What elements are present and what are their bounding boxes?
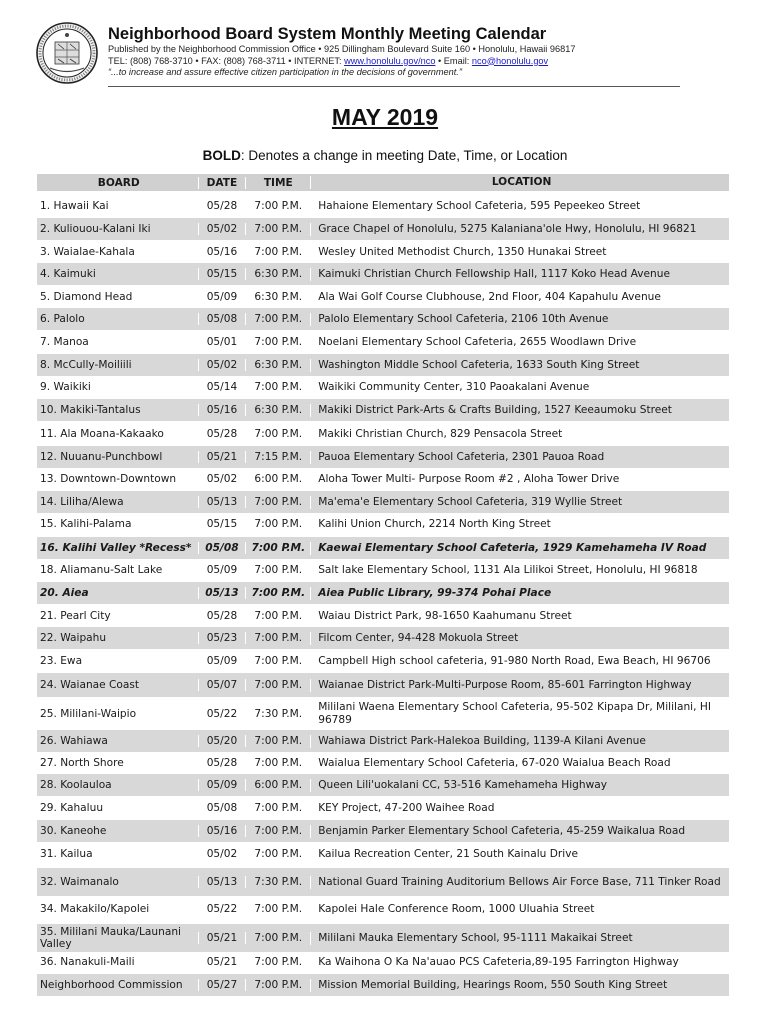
cell-time: 7:15 P.M. <box>245 451 310 463</box>
cell-board: 11. Ala Moana-Kakaako <box>40 428 164 440</box>
table-row <box>37 650 729 672</box>
table-row <box>37 627 729 649</box>
cell-time: 7:00 P.M. <box>245 757 310 769</box>
table-row <box>37 446 729 468</box>
cell-date: 05/22 <box>198 708 246 720</box>
cell-time: 7:00 P.M. <box>245 610 310 622</box>
cell-date: 05/02 <box>198 223 246 235</box>
cell-time: 7:00 P.M. <box>245 679 310 691</box>
cell-date: 05/08 <box>198 542 246 554</box>
contact-prefix: TEL: (808) 768-3710 • FAX: (808) 768-3711 • INTERNET: <box>108 55 345 66</box>
city-seal-logo <box>36 22 98 84</box>
cell-board: 8. McCully-Moiliili <box>40 359 132 371</box>
cell-date: 05/15 <box>198 268 246 280</box>
cell-time: 7:30 P.M. <box>245 876 310 888</box>
table-row <box>37 868 729 896</box>
table-row <box>37 468 729 490</box>
cell-board: 21. Pearl City <box>40 610 111 622</box>
cell-time: 7:30 P.M. <box>245 708 310 720</box>
cell-board: 9. Waikiki <box>40 381 91 393</box>
table-row <box>37 491 729 513</box>
cell-date: 05/13 <box>198 496 246 508</box>
header-time: TIME <box>245 177 310 189</box>
cell-time: 6:30 P.M. <box>245 359 310 371</box>
cell-board: 3. Waialae-Kahala <box>40 246 135 258</box>
table-row <box>37 843 729 865</box>
cell-date: 05/28 <box>198 200 246 212</box>
cell-date: 05/02 <box>198 848 246 860</box>
cell-location: Ala Wai Golf Course Clubhouse, 2nd Floor, 404 Kapahulu Avenue <box>310 291 729 304</box>
cell-time: 6:30 P.M. <box>245 268 310 280</box>
cell-date: 05/13 <box>198 587 246 599</box>
table-row <box>37 286 729 308</box>
cell-location: Noelani Elementary School Cafeteria, 2655 Woodlawn Drive <box>310 336 729 349</box>
cell-date: 05/14 <box>198 381 246 393</box>
cell-board: 24. Waianae Coast <box>40 679 140 691</box>
cell-location: Washington Middle School Cafeteria, 1633 South King Street <box>310 359 729 372</box>
cell-board: 6. Palolo <box>40 313 85 325</box>
cell-time: 7:00 P.M. <box>245 428 310 440</box>
cell-location: Ka Waihona O Ka Na'auao PCS Cafeteria,89-195 Farrington Highway <box>310 956 729 969</box>
table-row <box>37 673 729 697</box>
cell-time: 7:00 P.M. <box>245 200 310 212</box>
cell-board: 31. Kailua <box>40 848 93 860</box>
cell-time: 7:00 P.M. <box>245 336 310 348</box>
cell-board: 1. Hawaii Kai <box>40 200 109 212</box>
table-row <box>37 898 729 920</box>
publisher-line: Published by the Neighborhood Commission Office • 925 Dillingham Boulevard Suite 160 • Honolulu, Hawaii 96817 <box>108 44 576 54</box>
table-header-row <box>37 174 729 191</box>
cell-date: 05/08 <box>198 313 246 325</box>
cell-time: 7:00 P.M. <box>245 564 310 576</box>
header-date: DATE <box>198 177 246 189</box>
cell-date: 05/15 <box>198 518 246 530</box>
cell-date: 05/16 <box>198 825 246 837</box>
legend-text: : Denotes a change in meeting Date, Time, or Location <box>240 148 568 163</box>
cell-board: 20. Aiea <box>40 587 89 599</box>
table-row <box>37 537 729 559</box>
cell-board: Neighborhood Commission <box>40 979 183 991</box>
month-heading: MAY 2019 <box>331 104 439 130</box>
cell-date: 05/21 <box>198 956 246 968</box>
cell-date: 05/09 <box>198 564 246 576</box>
cell-board: 25. Mililani-Waipio <box>40 708 137 720</box>
cell-location: Kapolei Hale Conference Room, 1000 Uluahia Street <box>310 903 729 916</box>
cell-board: 26. Wahiawa <box>40 735 108 747</box>
table-row <box>37 354 729 376</box>
cell-location: Kalihi Union Church, 2214 North King Street <box>310 518 729 531</box>
cell-date: 05/22 <box>198 903 246 915</box>
table-row <box>37 974 729 996</box>
cell-board: 5. Diamond Head <box>40 291 133 303</box>
cell-date: 05/28 <box>198 757 246 769</box>
cell-date: 05/27 <box>198 979 246 991</box>
cell-location: Aiea Public Library, 99-374 Pohai Place <box>310 587 729 600</box>
cell-time: 6:30 P.M. <box>245 291 310 303</box>
cell-date: 05/20 <box>198 735 246 747</box>
cell-time: 7:00 P.M. <box>245 542 310 554</box>
table-row <box>37 195 729 217</box>
cell-board: 34. Makakilo/Kapolei <box>40 903 150 915</box>
cell-date: 05/16 <box>198 246 246 258</box>
cell-location: Mililani Waena Elementary School Cafeteria, 95-502 Kipapa Dr, Mililani, HI 96789 <box>310 701 729 727</box>
cell-time: 7:00 P.M. <box>245 655 310 667</box>
table-row <box>37 820 729 842</box>
cell-date: 05/07 <box>198 679 246 691</box>
cell-date: 05/23 <box>198 632 246 644</box>
cell-board: 13. Downtown-Downtown <box>40 473 177 485</box>
cell-time: 7:00 P.M. <box>245 932 310 944</box>
cell-time: 7:00 P.M. <box>245 587 310 599</box>
cell-date: 05/02 <box>198 359 246 371</box>
legend-bold-word: BOLD <box>202 148 241 163</box>
table-row <box>37 241 729 263</box>
table-row <box>37 582 729 604</box>
cell-time: 7:00 P.M. <box>245 518 310 530</box>
cell-board: 30. Kaneohe <box>40 825 107 837</box>
cell-time: 7:00 P.M. <box>245 903 310 915</box>
cell-board: 22. Waipahu <box>40 632 107 644</box>
cell-date: 05/01 <box>198 336 246 348</box>
cell-location: Aloha Tower Multi- Purpose Room #2 , Aloha Tower Drive <box>310 473 729 486</box>
cell-location: Waialua Elementary School Cafeteria, 67-020 Waialua Beach Road <box>310 757 729 770</box>
cell-date: 05/28 <box>198 610 246 622</box>
cell-board: 12. Nuuanu-Punchbowl <box>40 451 163 463</box>
cell-date: 05/08 <box>198 802 246 814</box>
cell-date: 05/21 <box>198 451 246 463</box>
cell-board: 15. Kalihi-Palama <box>40 518 132 530</box>
cell-location: Kaewai Elementary School Cafeteria, 1929 Kamehameha IV Road <box>310 542 729 555</box>
cell-location: National Guard Training Auditorium Bellows Air Force Base, 711 Tinker Road <box>310 876 729 889</box>
cell-location: Waikiki Community Center, 310 Paoakalani Avenue <box>310 381 729 394</box>
cell-board: 16. Kalihi Valley *Recess* <box>40 542 192 554</box>
table-row <box>37 331 729 353</box>
cell-board: 28. Koolauloa <box>40 779 112 791</box>
document-title: Neighborhood Board System Monthly Meeting Calendar <box>108 25 547 43</box>
cell-time: 7:00 P.M. <box>245 956 310 968</box>
cell-location: Hahaione Elementary School Cafeteria, 595 Pepeekeo Street <box>310 200 729 213</box>
table-row <box>37 774 729 796</box>
cell-time: 6:30 P.M. <box>245 404 310 416</box>
table-row <box>37 797 729 819</box>
cell-time: 7:00 P.M. <box>245 979 310 991</box>
cell-location: Kaimuki Christian Church Fellowship Hall, 1117 Koko Head Avenue <box>310 268 729 281</box>
cell-location: Kailua Recreation Center, 21 South Kainalu Drive <box>310 848 729 861</box>
cell-date: 05/09 <box>198 655 246 667</box>
cell-time: 7:00 P.M. <box>245 735 310 747</box>
header-location: LOCATION <box>310 176 729 189</box>
cell-location: Wahiawa District Park-Halekoa Building, 1139-A Kilani Avenue <box>310 735 729 748</box>
cell-date: 05/16 <box>198 404 246 416</box>
table-row <box>37 752 729 774</box>
cell-date: 05/02 <box>198 473 246 485</box>
cell-board: 29. Kahaluu <box>40 802 104 814</box>
header-divider <box>108 86 680 87</box>
cell-board: 27. North Shore <box>40 757 124 769</box>
table-row <box>37 730 729 752</box>
cell-date: 05/21 <box>198 932 246 944</box>
table-row <box>37 559 729 581</box>
cell-location: Waiau District Park, 98-1650 Kaahumanu Street <box>310 610 729 623</box>
cell-location: Pauoa Elementary School Cafeteria, 2301 Pauoa Road <box>310 451 729 464</box>
table-row <box>37 399 729 421</box>
table-row <box>37 605 729 627</box>
cell-board: 14. Liliha/Alewa <box>40 496 124 508</box>
cell-board: 23. Ewa <box>40 655 83 667</box>
cell-time: 7:00 P.M. <box>245 313 310 325</box>
cell-time: 7:00 P.M. <box>245 848 310 860</box>
cell-board: 18. Aliamanu-Salt Lake <box>40 564 163 576</box>
letterhead <box>108 24 688 79</box>
table-row <box>37 951 729 973</box>
cell-location: Salt lake Elementary School, 1131 Ala Lilikoi Street, Honolulu, HI 96818 <box>310 564 729 577</box>
cell-time: 7:00 P.M. <box>245 496 310 508</box>
cell-date: 05/09 <box>198 291 246 303</box>
website-link[interactable]: www.honolulu.gov/nco <box>344 55 436 66</box>
cell-time: 6:00 P.M. <box>245 473 310 485</box>
cell-board: 2. Kuliouou-Kalani Iki <box>40 223 151 235</box>
cell-location: Makiki Christian Church, 829 Pensacola Street <box>310 428 729 441</box>
cell-board: 32. Waimanalo <box>40 876 119 888</box>
cell-location: Filcom Center, 94-428 Mokuola Street <box>310 632 729 645</box>
cell-location: Palolo Elementary School Cafeteria, 2106 10th Avenue <box>310 313 729 326</box>
cell-board: 35. Mililani Mauka/Launani Valley <box>40 926 181 950</box>
email-prefix: • Email: <box>435 55 472 66</box>
table-row <box>37 308 729 330</box>
cell-date: 05/09 <box>198 779 246 791</box>
table-row <box>37 924 729 952</box>
cell-time: 7:00 P.M. <box>245 802 310 814</box>
cell-location: Wesley United Methodist Church, 1350 Hunakai Street <box>310 246 729 259</box>
cell-location: Mission Memorial Building, Hearings Room, 550 South King Street <box>310 979 729 992</box>
table-row <box>37 699 729 729</box>
cell-location: Grace Chapel of Honolulu, 5275 Kalaniana'ole Hwy, Honolulu, HI 96821 <box>310 223 729 236</box>
cell-location: Waianae District Park-Multi-Purpose Room, 85-601 Farrington Highway <box>310 679 729 692</box>
cell-location: KEY Project, 47-200 Waihee Road <box>310 802 729 815</box>
cell-location: Ma'ema'e Elementary School Cafeteria, 319 Wyllie Street <box>310 496 729 509</box>
contact-line <box>108 56 688 68</box>
cell-time: 7:00 P.M. <box>245 381 310 393</box>
table-row <box>37 513 729 535</box>
cell-date: 05/28 <box>198 428 246 440</box>
cell-board: 4. Kaimuki <box>40 268 96 280</box>
header-board: BOARD <box>97 176 140 189</box>
cell-time: 7:00 P.M. <box>245 223 310 235</box>
cell-time: 7:00 P.M. <box>245 246 310 258</box>
cell-time: 6:00 P.M. <box>245 779 310 791</box>
cell-location: Benjamin Parker Elementary School Cafeteria, 45-259 Waikalua Road <box>310 825 729 838</box>
cell-board: 36. Nanakuli-Maili <box>40 956 135 968</box>
cell-board: 7. Manoa <box>40 336 89 348</box>
cell-date: 05/13 <box>198 876 246 888</box>
table-row <box>37 423 729 445</box>
email-link[interactable]: nco@honolulu.gov <box>471 55 549 66</box>
cell-time: 7:00 P.M. <box>245 825 310 837</box>
cell-location: Campbell High school cafeteria, 91-980 North Road, Ewa Beach, HI 96706 <box>310 655 729 668</box>
cell-location: Makiki District Park-Arts & Crafts Building, 1527 Keeaumoku Street <box>310 404 729 417</box>
table-row <box>37 376 729 398</box>
cell-location: Queen Lili'uokalani CC, 53-516 Kamehameha Highway <box>310 779 729 792</box>
cell-location: Mililani Mauka Elementary School, 95-1111 Makaikai Street <box>310 932 729 945</box>
table-row <box>37 263 729 285</box>
cell-time: 7:00 P.M. <box>245 632 310 644</box>
motto: “...to increase and assure effective citizen participation in the decisions of government.” <box>108 67 462 77</box>
legend-note <box>0 148 770 163</box>
table-row <box>37 218 729 240</box>
cell-board: 10. Makiki-Tantalus <box>40 404 141 416</box>
